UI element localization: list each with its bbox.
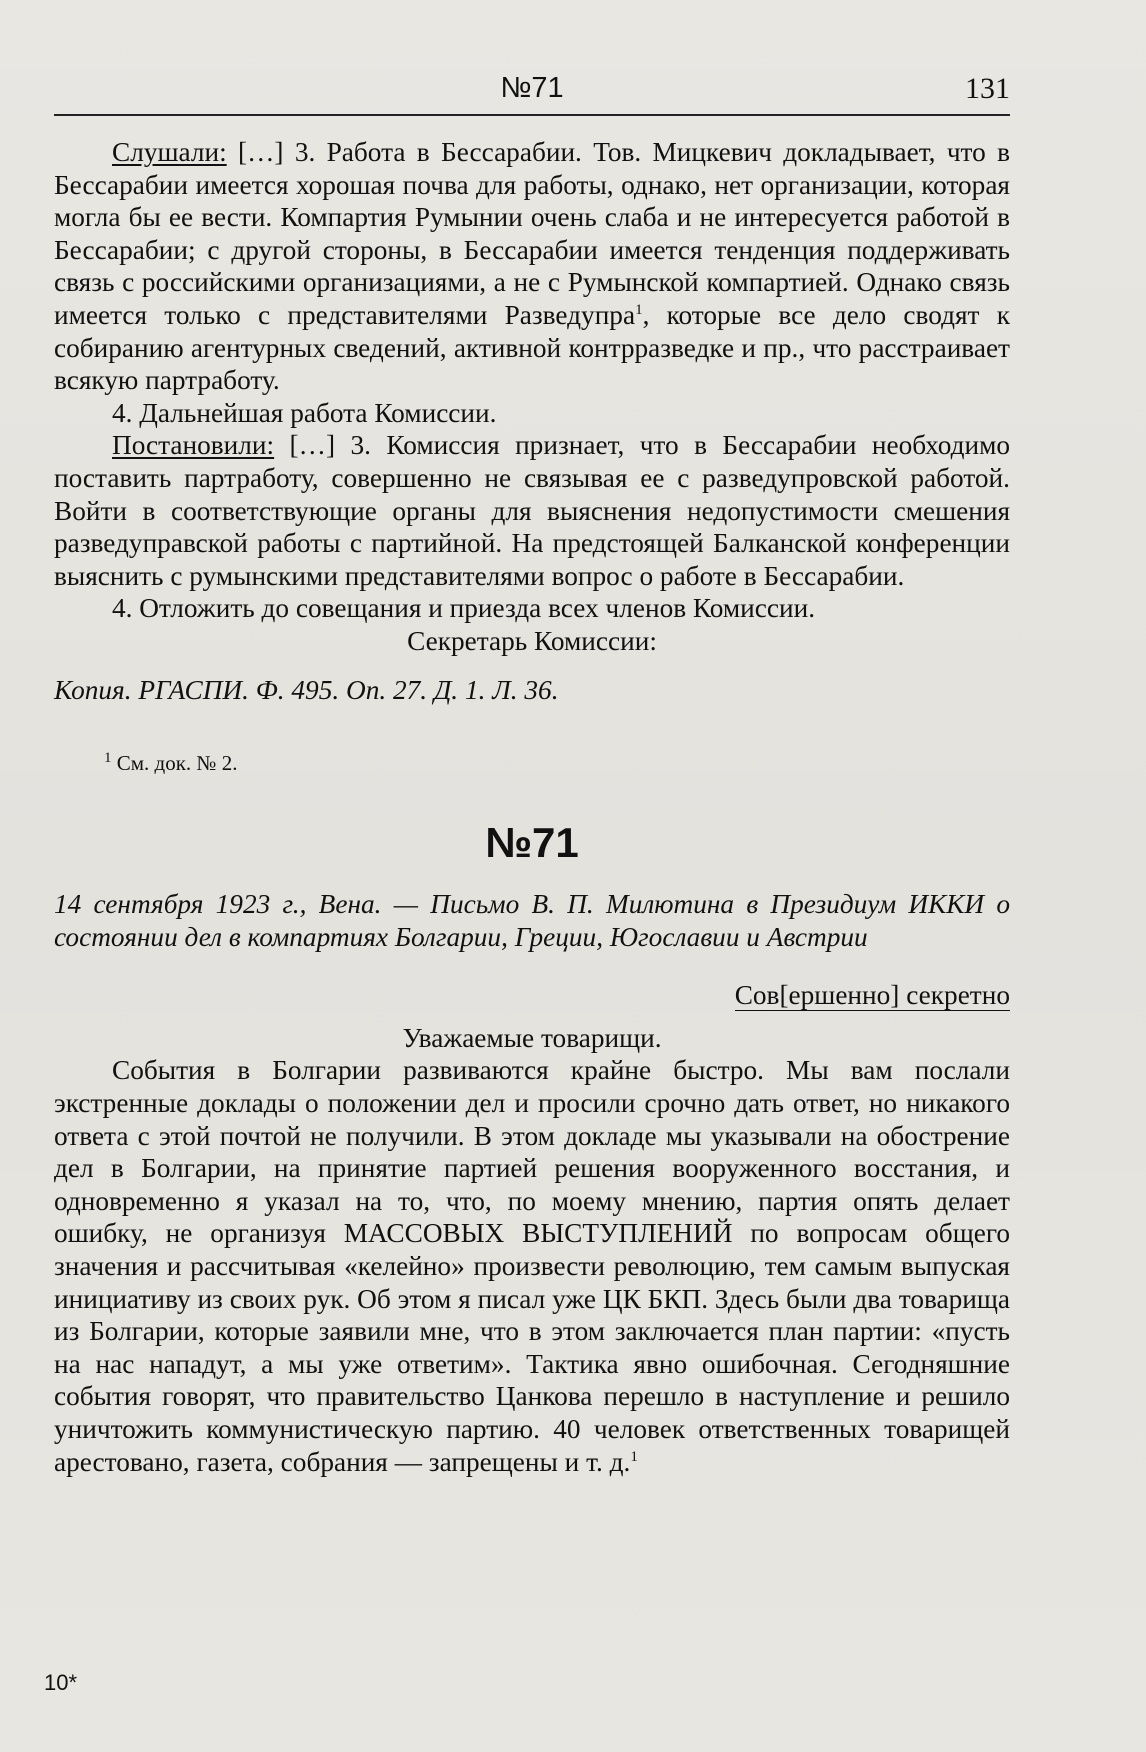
letter-footnote-reference: 1 bbox=[630, 1448, 638, 1465]
heard-label: Слушали: bbox=[112, 137, 227, 167]
archive-source: Копия. РГАСПИ. Ф. 495. Оп. 27. Д. 1. Л. 36. bbox=[54, 674, 559, 705]
decision-item-4: 4. Отложить до совещания и приезда всех членов Комиссии. bbox=[112, 593, 816, 624]
signature-mark: 10* bbox=[44, 1670, 78, 1695]
document-title: 14 сентября 1923 г., Вена. — Письмо В. П. Милютина в Президиум ИККИ о состоянии дел в компартиях Болгарии, Греции, Югославии и Австрии bbox=[54, 889, 1010, 952]
footnote bbox=[54, 750, 1010, 776]
decided-text: […] 3. Комиссия признает, что в Бессарабии необходимо поставить партработу, совершенно не связывая ее с разведупровской работой. Войти в соответствующие органы для выяснения недопустимости смешения разведуправской работы с партийной. На предстоящей Балканской конференции выяснить с румынскими представителями вопрос о работе в Бессарабии. bbox=[54, 430, 1010, 591]
heard-text-part-1: […] 3. Работа в Бессарабии. Тов. Мицкевич докладывает, что в Бессарабии имеется хорошая почва для работы, однако, нет организации, которая могла бы ее вести. Компартия Румынии очень слаба и не интересуется работой в Бессарабии; с другой стороны, в Бессарабии имеется тенденция поддерживать связь с российскими организациями, а не с Румынской компартией. Однако связь имеется только с представителями Разведупра bbox=[54, 137, 1010, 330]
heard-text-part-2: , которые все дело сводят к собиранию агентурных сведений, активной контрразведке и пр., что расстраивает всякую партработу. bbox=[54, 299, 1010, 396]
decided-paragraph bbox=[54, 429, 1010, 592]
agenda-item-4: 4. Дальнейшая работа Комиссии. bbox=[112, 397, 497, 428]
secretary-signature: Секретарь Комиссии: bbox=[407, 625, 657, 656]
header-document-number: №71 bbox=[500, 72, 564, 104]
footnote-mark: 1 bbox=[104, 750, 112, 767]
footnote-reference: 1 bbox=[635, 301, 643, 318]
heard-paragraph bbox=[54, 136, 1010, 397]
page-header bbox=[54, 70, 1010, 116]
page-body bbox=[54, 136, 1010, 1478]
classification-label bbox=[54, 979, 1010, 1012]
letter-body-text: События в Болгарии развиваются крайне быстро. Мы вам послали экстренные доклады о положении дел и просили срочно дать ответ, но никакого ответа с этой почтой не получили. В этом докладе мы указывали на обострение дел в Болгарии, на принятие партией решения вооруженного восстания, и одновременно я указал на то, что, по моему мнению, партия опять делает ошибку, не организуя МАССОВЫХ ВЫСТУПЛЕНИЙ по вопросам общего значения и рассчитывая «келейно» произвести революцию, тем самым выпуская инициативу из своих рук. Об этом я писал уже ЦК БКП. Здесь были два товарища из Болгарии, которые заявили мне, что в этом заключается план партии: «пусть на нас нападут, а мы уже ответим». Тактика явно ошибочная. Сегодняшние события говорят, что правительство Цанкова перешло в наступление и решило уничтожить коммунистическую партию. 40 человек ответственных товарищей арестовано, газета, собрания — запрещены и т. д. bbox=[54, 1055, 1010, 1477]
classification-text: Сов[ершенно] секретно bbox=[734, 980, 1010, 1011]
decided-label: Постановили: bbox=[112, 430, 275, 461]
footnote-text: См. док. № 2. bbox=[111, 751, 238, 776]
letter-body-paragraph bbox=[54, 1054, 1010, 1478]
greeting: Уважаемые товарищи. bbox=[402, 1022, 662, 1053]
document-number: №71 bbox=[485, 819, 579, 867]
page-number: 131 bbox=[965, 72, 1010, 105]
